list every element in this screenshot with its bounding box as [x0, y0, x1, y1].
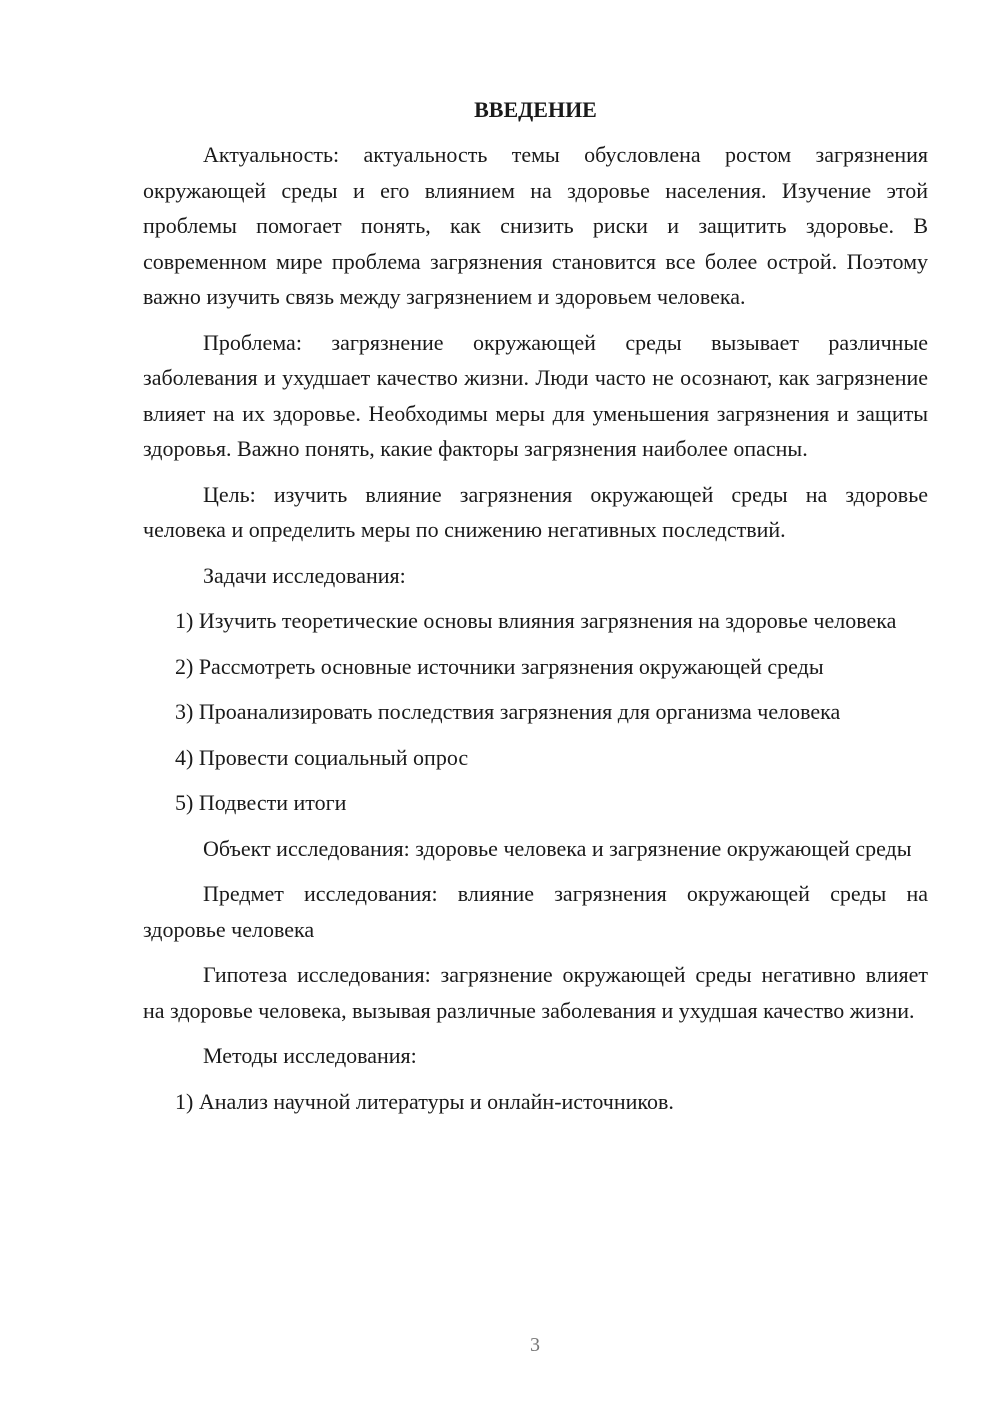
object-paragraph: Объект исследования: здоровье человека и загрязнение окружающей среды — [203, 835, 912, 861]
task-item: 3) Проанализировать последствия загрязнения для организма человека — [175, 699, 841, 724]
methods-heading: Методы исследования: — [203, 1043, 417, 1068]
task-item: 1) Изучить теоретические основы влияния загрязнения на здоровье человека — [175, 608, 897, 633]
goal-paragraph: Цель: изучить влияние загрязнения окружающей среды на здоровье человека и определить меры по снижению негативных последствий. — [143, 481, 928, 542]
task-item: 2) Рассмотреть основные источники загрязнения окружающей среды — [175, 653, 824, 679]
page-number: 3 — [530, 1334, 540, 1356]
tasks-heading: Задачи исследования: — [203, 562, 406, 588]
hypothesis-paragraph: Гипотеза исследования: загрязнение окружающей среды негативно влияет на здоровье человека, вызывая различные заболевания и ухудшая качество жизни. — [143, 962, 928, 1023]
method-item: 1) Анализ научной литературы и онлайн-источников. — [175, 1088, 674, 1114]
problem-paragraph: Проблема: загрязнение окружающей среды вызывает различные заболевания и ухудшает качество жизни. Люди часто не осознают, как загрязнение влияет на их здоровье. Необходимы меры для уменьшения загрязнения и защиты здоровья. Важно понять, какие факторы загрязнения наиболее опасны. — [143, 329, 928, 461]
document-body — [143, 92, 928, 1129]
subject-paragraph: Предмет исследования: влияние загрязнения окружающей среды на здоровье человека — [143, 881, 928, 942]
relevance-paragraph: Актуальность: актуальность темы обусловлена ростом загрязнения окружающей среды и его влиянием на здоровье населения. Изучение этой проблемы помогает понять, как снизить риски и защитить здоровье. В современном мире проблема загрязнения становится все более острой. Поэтому важно изучить связь между загрязнением и здоровьем человека. — [143, 142, 928, 309]
task-item: 5) Подвести итоги — [175, 790, 347, 815]
task-item: 4) Провести социальный опрос — [175, 744, 469, 770]
section-title: ВВЕДЕНИЕ — [474, 97, 597, 122]
